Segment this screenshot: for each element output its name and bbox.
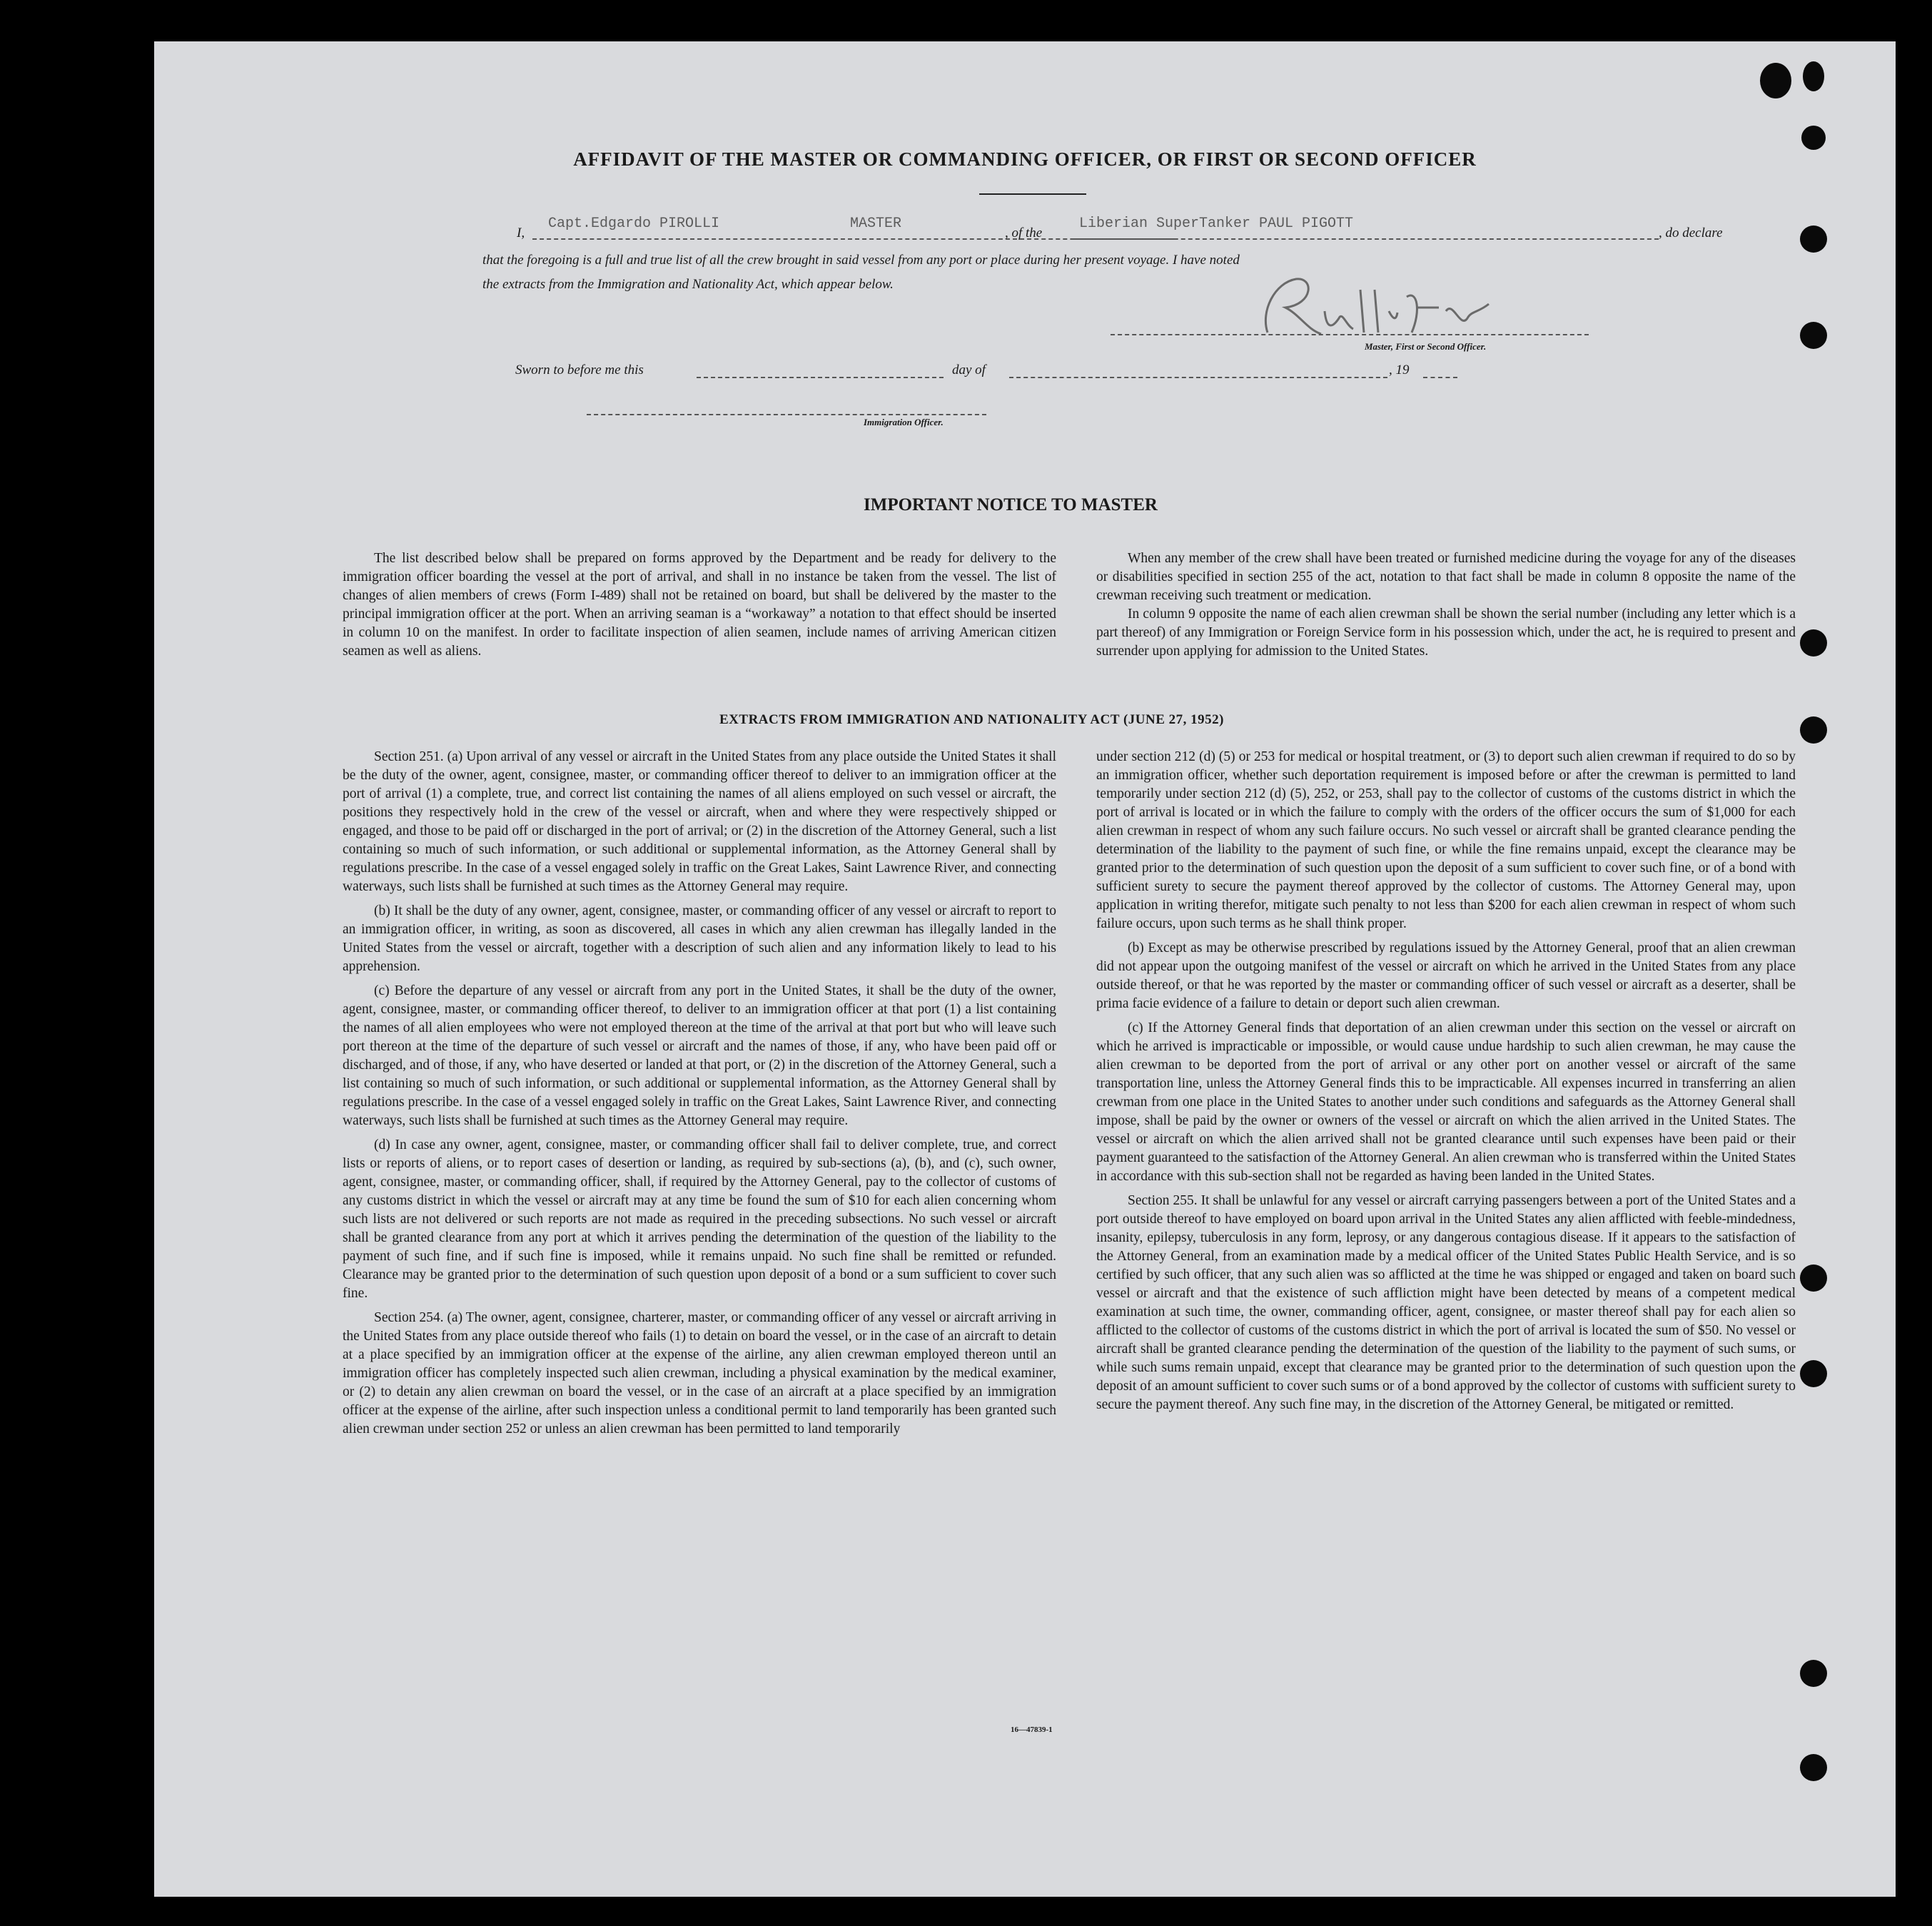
notice-title: IMPORTANT NOTICE TO MASTER [864,495,1158,515]
notice-paragraph: When any member of the crew shall have been treated or furnished medicine during the voyage for any of the diseases or disabilities specified in section 255 of the act, notation to that fact shall be made in column 8 opposite the name of the crewman receiving such treatment or medication. [1096,551,1796,603]
extract-paragraph: Section 255. It shall be unlawful for any vessel or aircraft carrying passengers between a port of the United States and a port outside thereof to have employed on board upon arrival in the United States any alien afflicted with feeble-mindedness, insanity, epilepsy, tuberculosis in any form, leprosy, or any dangerous contagious disease. If it appears to the satisfaction of the Attorney General, from an examination made by a medical officer of the United States Public Health Service, and is so certified by such officer, that any such alien was so afflicted at the time he was shipped or engaged and taken on board such vessel or aircraft and that the existence of such affliction might have been detected by means of a competent medical examination at such time, the owner, commanding officer, agent, consignee, or master thereof shall pay for each alien so afflicted to the collector of customs of the customs district in which the port of arrival is located the sum of $50. No vessel or aircraft shall be granted clearance pending the determination of the question of the liability to the payment of such sums, or while such sums remain unpaid, except that clearance may be granted prior to the determination of such question upon the deposit of an amount sufficient to cover such sums or of a bond approved by the collector of customs with sufficient surety to secure the payment thereof. Any such fine may, in the discretion of the Attorney General, be mitigated or remitted. [1096,1193,1796,1412]
punch-hole [1760,63,1791,98]
of-the-label: , of the [1005,225,1043,240]
punch-hole [1801,126,1826,150]
extract-paragraph: (b) It shall be the duty of any owner, agent, consignee, master, or commanding officer of any vessel or aircraft to report to an immigration officer, in writing, as soon as discovered, all cases in which any alien crewman has illegally landed in the United States from the vessel or aircraft, together with a description of such alien and any information likely to lead to his apprehension. [343,903,1056,974]
signature-label: Master, First or Second Officer. [1365,341,1487,352]
extract-paragraph: (d) In case any owner, agent, consignee, master, or commanding officer shall fail to deliver complete, true, and correct lists or reports of aliens, or to report cases of desertion or landing, as required by sub-sections (a), (b), and (c), such owner, agent, consignee, master, or commanding officer, shall, if required by the Attorney General, pay to the collector of customs of any customs district in which the vessel or aircraft may at any time be found the sum of $10 for each alien concerning whom such lists are not delivered or such reports are not made as required in the preceding subsections. No such vessel or aircraft shall be granted clearance from any port at which it arrives pending the determination of the question of the liability to the payment of such fine, and if such fine is imposed, while it remains unpaid. No such fine shall be remitted or refunded. Clearance may be granted prior to the determination of such question upon deposit of a bond or a sum sufficient to cover such fine. [343,1137,1056,1301]
extract-paragraph: under section 212 (d) (5) or 253 for medical or hospital treatment, or (3) to deport such alien crewman if required to do so by an immigration officer, whether such deportation requirement is imposed before or after the crewman is permitted to land temporarily under section 212 (d) (5), 252, or 253, shall pay to the collector of customs of the customs district in which the port of arrival is located or in which the failure to comply with the orders of the officer occurs the sum of $1,000 for each alien crewman in respect of whom any such failure occurs. No such vessel or aircraft shall be granted clearance pending the determination of the liability to the payment of such fine, or while the fine remains unpaid, except the clearance may be granted prior to the determination of such question upon the deposit of a sum sufficient to cover such fine, or of a bond with sufficient surety to secure the payment thereof approved by the collector of customs. The Attorney General may, upon application in writing therefor, mitigate such penalty to not less than $200 for each alien crewman in respect of whom such failure occurs, upon such terms as he shall think proper. [1096,749,1796,931]
vessel-name: Liberian SuperTanker PAUL PIGOTT [1079,216,1354,232]
extract-paragraph: Section 254. (a) The owner, agent, consignee, charterer, master, or commanding officer of any vessel or aircraft arriving in the United States from any place outside thereof who fails (1) to detain on board the vessel, or in the case of an aircraft to detain at a place specified by an immigration officer at the expense of the airline, any alien crewman employed thereon until an immigration officer has completely inspected such alien crewman, including a physical examination by the medical examiner, or (2) to detain any alien crewman on board the vessel, or in the case of an aircraft at a place specified by an immigration officer at the expense of the airline, after such inspection unless a conditional permit to land temporarily has been granted such alien crewman under section 252 or unless an alien crewman has been permitted to land temporarily [343,1310,1056,1436]
punch-hole [1800,1660,1827,1687]
sworn-month-field[interactable] [1009,361,1387,378]
notice-paragraph: In column 9 opposite the name of each alien crewman shall be shown the serial number (including any letter which is a part thereof) of any Immigration or Foreign Service form in his possession which, under the act, he is required to present and surrender upon applying for admission to the United States. [1096,607,1796,659]
do-declare-label: , do declare [1659,225,1723,240]
declare-prefix: I, [517,225,525,240]
affidavit-title: AFFIDAVIT OF THE MASTER OR COMMANDING OFFICER, OR FIRST OR SECOND OFFICER [573,148,1477,170]
extracts-right-column [1096,748,1796,1420]
punch-hole [1800,322,1827,349]
sworn-day-field[interactable] [697,361,944,378]
officer-label: Immigration Officer. [864,417,944,427]
signature-line[interactable] [1111,318,1589,335]
notice-left-column [343,549,1056,667]
punch-hole [1800,629,1827,657]
sworn-year-field[interactable] [1423,361,1457,378]
extract-paragraph: Section 251. (a) Upon arrival of any vessel or aircraft in the United States from any place outside the United States it shall be the duty of the owner, agent, consignee, master, or commanding officer thereof to deliver to an immigration officer at the port of arrival (1) a complete, true, and correct list containing the names of all aliens employed on such vessel or aircraft, the positions they respectively hold in the crew of the vessel or aircraft, when and where they were respectively shipped or engaged, and those to be paid off or discharged in the port of arrival; or (2) in the discretion of the Attorney General, such a list containing so much of such information, or such additional or supplemental information, as the Attorney General shall by regulations prescribe. In the case of a vessel engaged solely in traffic on the Great Lakes, Saint Lawrence River, and connecting waterways, such lists shall be furnished at such times as the Attorney General may require. [343,749,1056,894]
extract-paragraph: (b) Except as may be otherwise prescribed by regulations issued by the Attorney General, proof that an alien crewman did not appear upon the outgoing manifest of the vessel or aircraft on which he arrived in the United States from any place outside thereof, or that he was reported by the master or commanding officer of such vessel or aircraft as a deserter, shall be prima facie evidence of a failure to detain or deport such alien crewman. [1096,941,1796,1011]
master-rank: MASTER [850,216,902,232]
punch-hole [1800,225,1827,253]
punch-hole [1800,1754,1827,1781]
punch-hole [1800,716,1827,744]
extract-paragraph: (c) Before the departure of any vessel or aircraft from any port in the United States, it shall be the duty of the owner, agent, consignee, master, or commanding officer thereof, to deliver to an immigration officer at that port (1) a list containing the names of all alien employees who were not employed thereon at the time of the arrival at that port but who will leave such port thereon at the time of the departure of such vessel or aircraft and the names of those, if any, who have been paid off or discharged, and of those, if any, who have deserted or landed at that port, or (2) in the discretion of the Attorney General, such a list containing so much of such information, or such additional or supplemental information, as the Attorney General shall by regulations prescribe. In the case of a vessel engaged solely in traffic on the Great Lakes, Saint Lawrence River, and connecting waterways, such lists shall be furnished at such times as the Attorney General may require. [343,983,1056,1128]
notice-paragraph: The list described below shall be prepared on forms approved by the Department and be ready for delivery to the immigration officer boarding the vessel at the port of arrival, and shall in no instance be taken from the vessel. The list of changes of alien members of crews (Form I-489) shall not be retained on board, but shall be delivered by the master to the principal immigration officer at the port. When an arriving seaman is a “workaway” a notation to that effect should be inserted in column 10 on the manifest. In order to facilitate inspection of alien seamen, include names of arriving American citizen seamen as well as aliens. [343,551,1056,659]
punch-hole [1800,1264,1827,1292]
punch-hole [1800,1360,1827,1387]
sworn-prefix: Sworn to before me this [515,363,644,377]
notice-right-column [1096,549,1796,667]
year-label: , 19 [1389,363,1410,377]
punch-hole [1803,61,1824,91]
officer-signature-line[interactable] [587,398,986,415]
declaration-statement: that the foregoing is a full and true list of all the crew brought in said vessel from any port or place during her present voyage. I have noted [482,253,1240,268]
title-rule [979,193,1086,195]
declaration-statement-2: the extracts from the Immigration and Nationality Act, which appear below. [482,277,894,292]
extracts-title: EXTRACTS FROM IMMIGRATION AND NATIONALITY ACT (JUNE 27, 1952) [719,712,1224,727]
form-sheet [154,41,1896,1897]
master-name: Capt.Edgardo PIROLLI [548,216,720,232]
day-of-label: day of [952,363,986,377]
extract-paragraph: (c) If the Attorney General finds that deportation of an alien crewman under this section on the vessel or aircraft on which he arrived is impracticable or impossible, or would cause undue hardship to such alien crewman, he may cause the alien crewman to be deported from the port of arrival or any other port on another vessel or aircraft of the same transportation line, unless the Attorney General finds this to be impracticable. All expenses incurred in transferring an alien crewman from one place in the United States to another under such conditions and safeguards as the Attorney General shall impose, shall be paid by the owner or owners of the vessel or aircraft on which the alien arrived in the United States. The vessel or aircraft on which the alien arrived shall not be granted clearance until such expenses have been paid or their payment guaranteed to the satisfaction of the Attorney General. An alien crewman who is transferred within the United States in accordance with this sub-section shall not be regarded as having been landed in the United States. [1096,1020,1796,1184]
form-code: 16—47839-1 [1011,1725,1053,1734]
extracts-left-column [343,748,1056,1444]
